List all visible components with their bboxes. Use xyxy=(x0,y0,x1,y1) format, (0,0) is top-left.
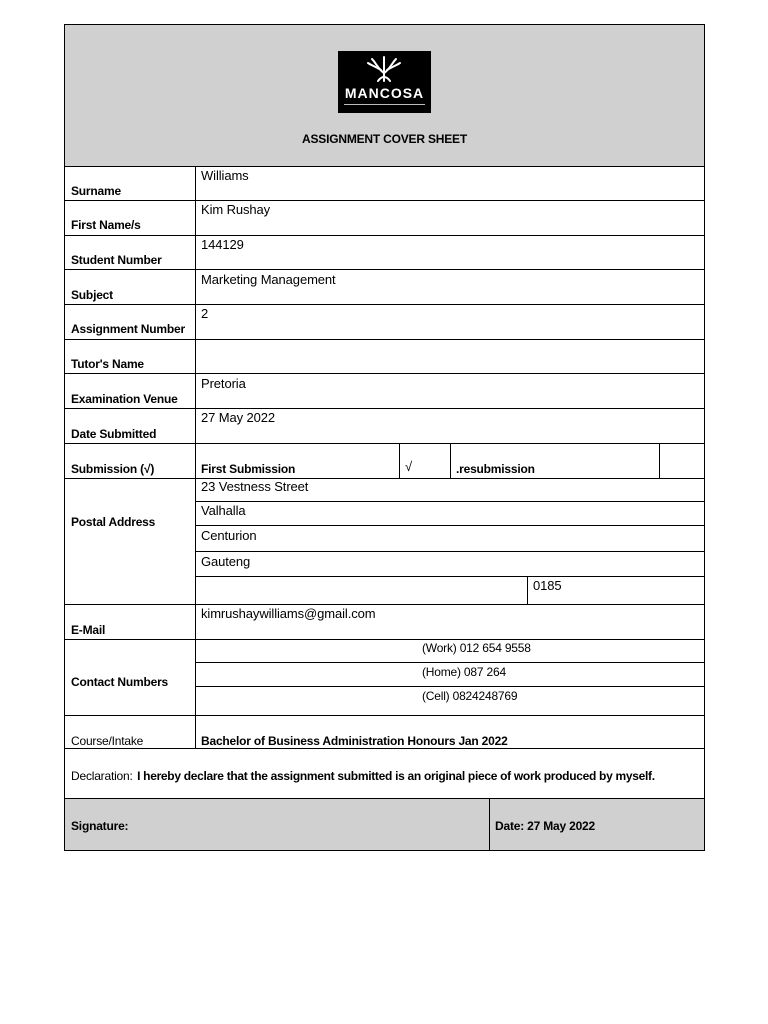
date-submitted-value[interactable]: 27 May 2022 xyxy=(201,410,276,425)
postal-address-label: Postal Address xyxy=(71,515,156,529)
declaration-text: I hereby declare that the assignment submitted is an original piece of work produced by myself. xyxy=(137,769,655,783)
email-label: E-Mail xyxy=(71,623,106,637)
date-submitted-label: Date Submitted xyxy=(71,427,157,441)
postal-line-2[interactable]: Valhalla xyxy=(201,503,246,518)
examination-venue-label: Examination Venue xyxy=(71,392,178,406)
first-names-label: First Name/s xyxy=(71,218,141,232)
first-submission-label: First Submission xyxy=(201,462,296,476)
subject-value[interactable]: Marketing Management xyxy=(201,272,336,287)
student-number-label: Student Number xyxy=(71,253,162,267)
contact-numbers-label: Contact Numbers xyxy=(71,675,169,689)
contact-home-value[interactable]: (Home) 087 264 xyxy=(422,665,506,679)
postal-line-4[interactable]: Gauteng xyxy=(201,554,251,569)
logo-wordmark: MANCOSA xyxy=(344,85,425,101)
assignment-number-label: Assignment Number xyxy=(71,322,185,336)
tree-logo-icon xyxy=(338,53,431,87)
course-value[interactable]: Bachelor of Business Administration Honours Jan 2022 xyxy=(201,734,508,748)
postal-code-value[interactable]: 0185 xyxy=(533,578,562,593)
subject-label: Subject xyxy=(71,288,113,302)
postal-line-3[interactable]: Centurion xyxy=(201,528,257,543)
header-band xyxy=(65,25,704,166)
declaration-row xyxy=(71,767,655,785)
submission-label: Submission (√) xyxy=(71,462,155,476)
first-submission-check[interactable]: √ xyxy=(405,459,413,474)
email-value[interactable]: kimrushaywilliams@gmail.com xyxy=(201,606,376,621)
postal-line-1[interactable]: 23 Vestness Street xyxy=(201,479,309,494)
signature-label: Signature: xyxy=(71,819,129,833)
resubmission-label: .resubmission xyxy=(456,462,535,476)
assignment-number-value[interactable]: 2 xyxy=(201,306,209,321)
contact-work-value[interactable]: (Work) 012 654 9558 xyxy=(422,641,531,655)
signature-date: Date: 27 May 2022 xyxy=(495,819,595,833)
mancosa-logo xyxy=(338,51,431,113)
surname-value[interactable]: Williams xyxy=(201,168,249,183)
declaration-prefix: Declaration: xyxy=(71,769,133,783)
page-title: ASSIGNMENT COVER SHEET xyxy=(302,132,467,146)
assignment-cover-sheet xyxy=(64,24,705,851)
surname-label: Surname xyxy=(71,184,121,198)
first-names-value[interactable]: Kim Rushay xyxy=(201,202,271,217)
signature-band xyxy=(65,799,704,850)
logo-tagline-mark xyxy=(344,103,425,106)
contact-cell-value[interactable]: (Cell) 0824248769 xyxy=(422,689,518,703)
examination-venue-value[interactable]: Pretoria xyxy=(201,376,246,391)
student-number-value[interactable]: 144129 xyxy=(201,237,244,252)
tutor-name-label: Tutor's Name xyxy=(71,357,144,371)
course-intake-label: Course/Intake xyxy=(71,734,144,748)
